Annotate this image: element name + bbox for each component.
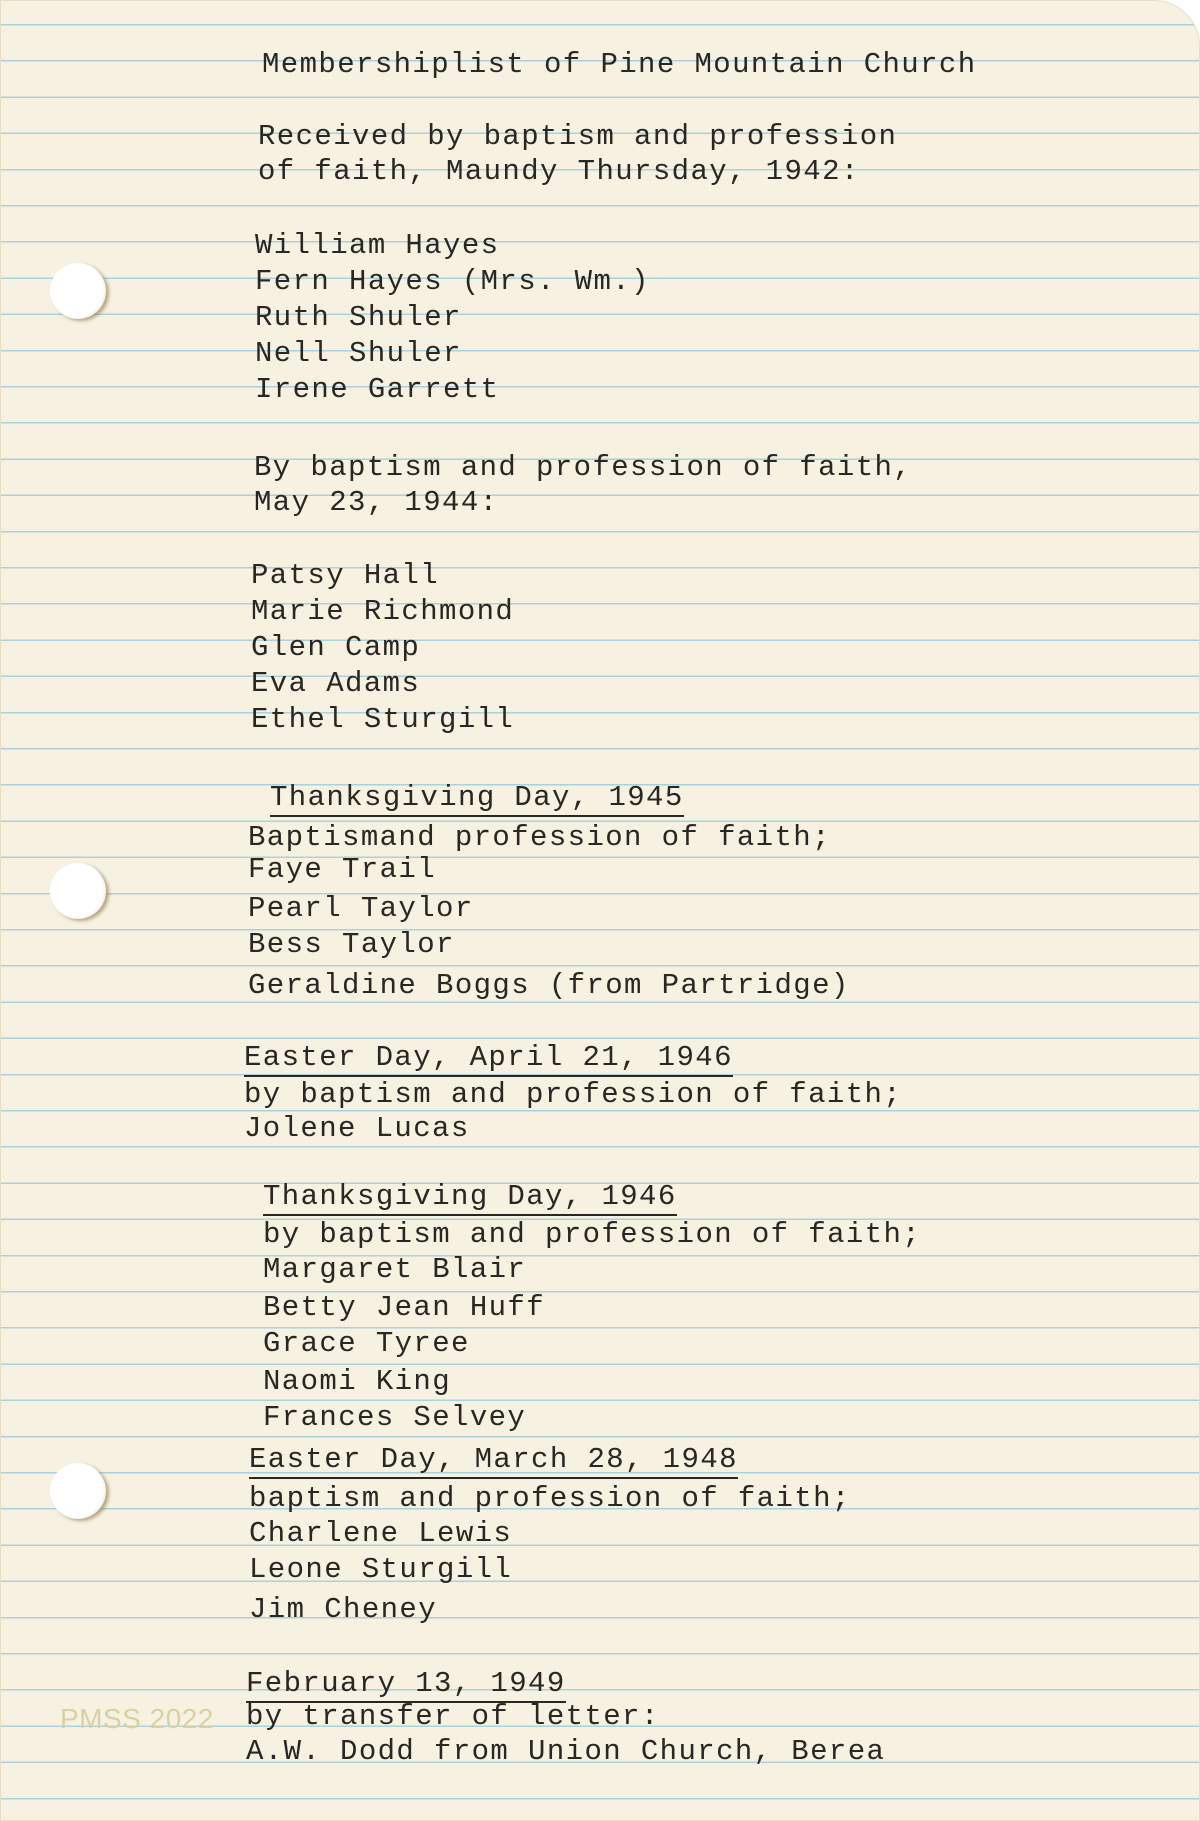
section-date-text: Easter Day, March 28, 1948 xyxy=(249,1443,738,1479)
member-name: Pearl Taylor xyxy=(248,892,474,925)
member-name: Charlene Lewis xyxy=(249,1517,513,1550)
member-name: A.W. Dodd from Union Church, Berea xyxy=(246,1735,886,1768)
member-name: Jolene Lucas xyxy=(244,1112,470,1145)
member-name: Nell Shuler xyxy=(255,337,462,370)
section-date xyxy=(270,781,684,815)
archive-watermark: PMSS 2022 xyxy=(60,1703,214,1734)
section-date xyxy=(244,1041,733,1075)
member-name: Ruth Shuler xyxy=(255,301,462,334)
member-name: Eva Adams xyxy=(251,667,421,700)
section-subheading: by baptism and profession of faith; xyxy=(263,1218,922,1251)
member-name: Leone Sturgill xyxy=(249,1553,513,1586)
section-date-text: February 13, 1949 xyxy=(246,1667,566,1703)
member-name: Margaret Blair xyxy=(263,1253,527,1286)
member-name: Marie Richmond xyxy=(251,595,515,628)
member-name: Bess Taylor xyxy=(248,928,455,961)
member-name: Irene Garrett xyxy=(255,373,500,406)
section-heading: May 23, 1944: xyxy=(254,486,499,519)
member-name: Patsy Hall xyxy=(251,559,440,592)
punch-hole xyxy=(50,263,106,319)
section-subheading: by baptism and profession of faith; xyxy=(244,1078,903,1111)
section-heading: of faith, Maundy Thursday, 1942: xyxy=(258,155,860,188)
member-name: Naomi King xyxy=(263,1365,452,1398)
member-name: Geraldine Boggs (from Partridge) xyxy=(248,969,850,1002)
section-date-text: Thanksgiving Day, 1946 xyxy=(263,1180,677,1216)
section-date-text: Thanksgiving Day, 1945 xyxy=(270,781,684,817)
member-name: Betty Jean Huff xyxy=(263,1291,546,1324)
punch-hole xyxy=(50,863,106,919)
member-name: Ethel Sturgill xyxy=(251,703,515,736)
section-heading: By baptism and profession of faith, xyxy=(254,451,913,484)
member-name: Glen Camp xyxy=(251,631,421,664)
section-subheading: baptism and profession of faith; xyxy=(249,1482,851,1515)
member-name: Fern Hayes (Mrs. Wm.) xyxy=(255,265,650,298)
section-subheading: Baptismand profession of faith; xyxy=(248,821,831,854)
section-date-text: Easter Day, April 21, 1946 xyxy=(244,1041,733,1077)
member-name: Grace Tyree xyxy=(263,1327,470,1360)
member-name: Jim Cheney xyxy=(249,1593,438,1626)
section-heading: Received by baptism and profession xyxy=(258,120,898,153)
section-date xyxy=(246,1667,566,1701)
member-name: Frances Selvey xyxy=(263,1401,527,1434)
document-title: Membershiplist of Pine Mountain Church xyxy=(262,48,977,81)
member-name: Faye Trail xyxy=(248,853,437,886)
punch-hole xyxy=(50,1463,106,1519)
section-date xyxy=(263,1180,677,1214)
member-name: William Hayes xyxy=(255,229,500,262)
section-date xyxy=(249,1443,738,1477)
section-subheading: by transfer of letter: xyxy=(246,1700,660,1733)
